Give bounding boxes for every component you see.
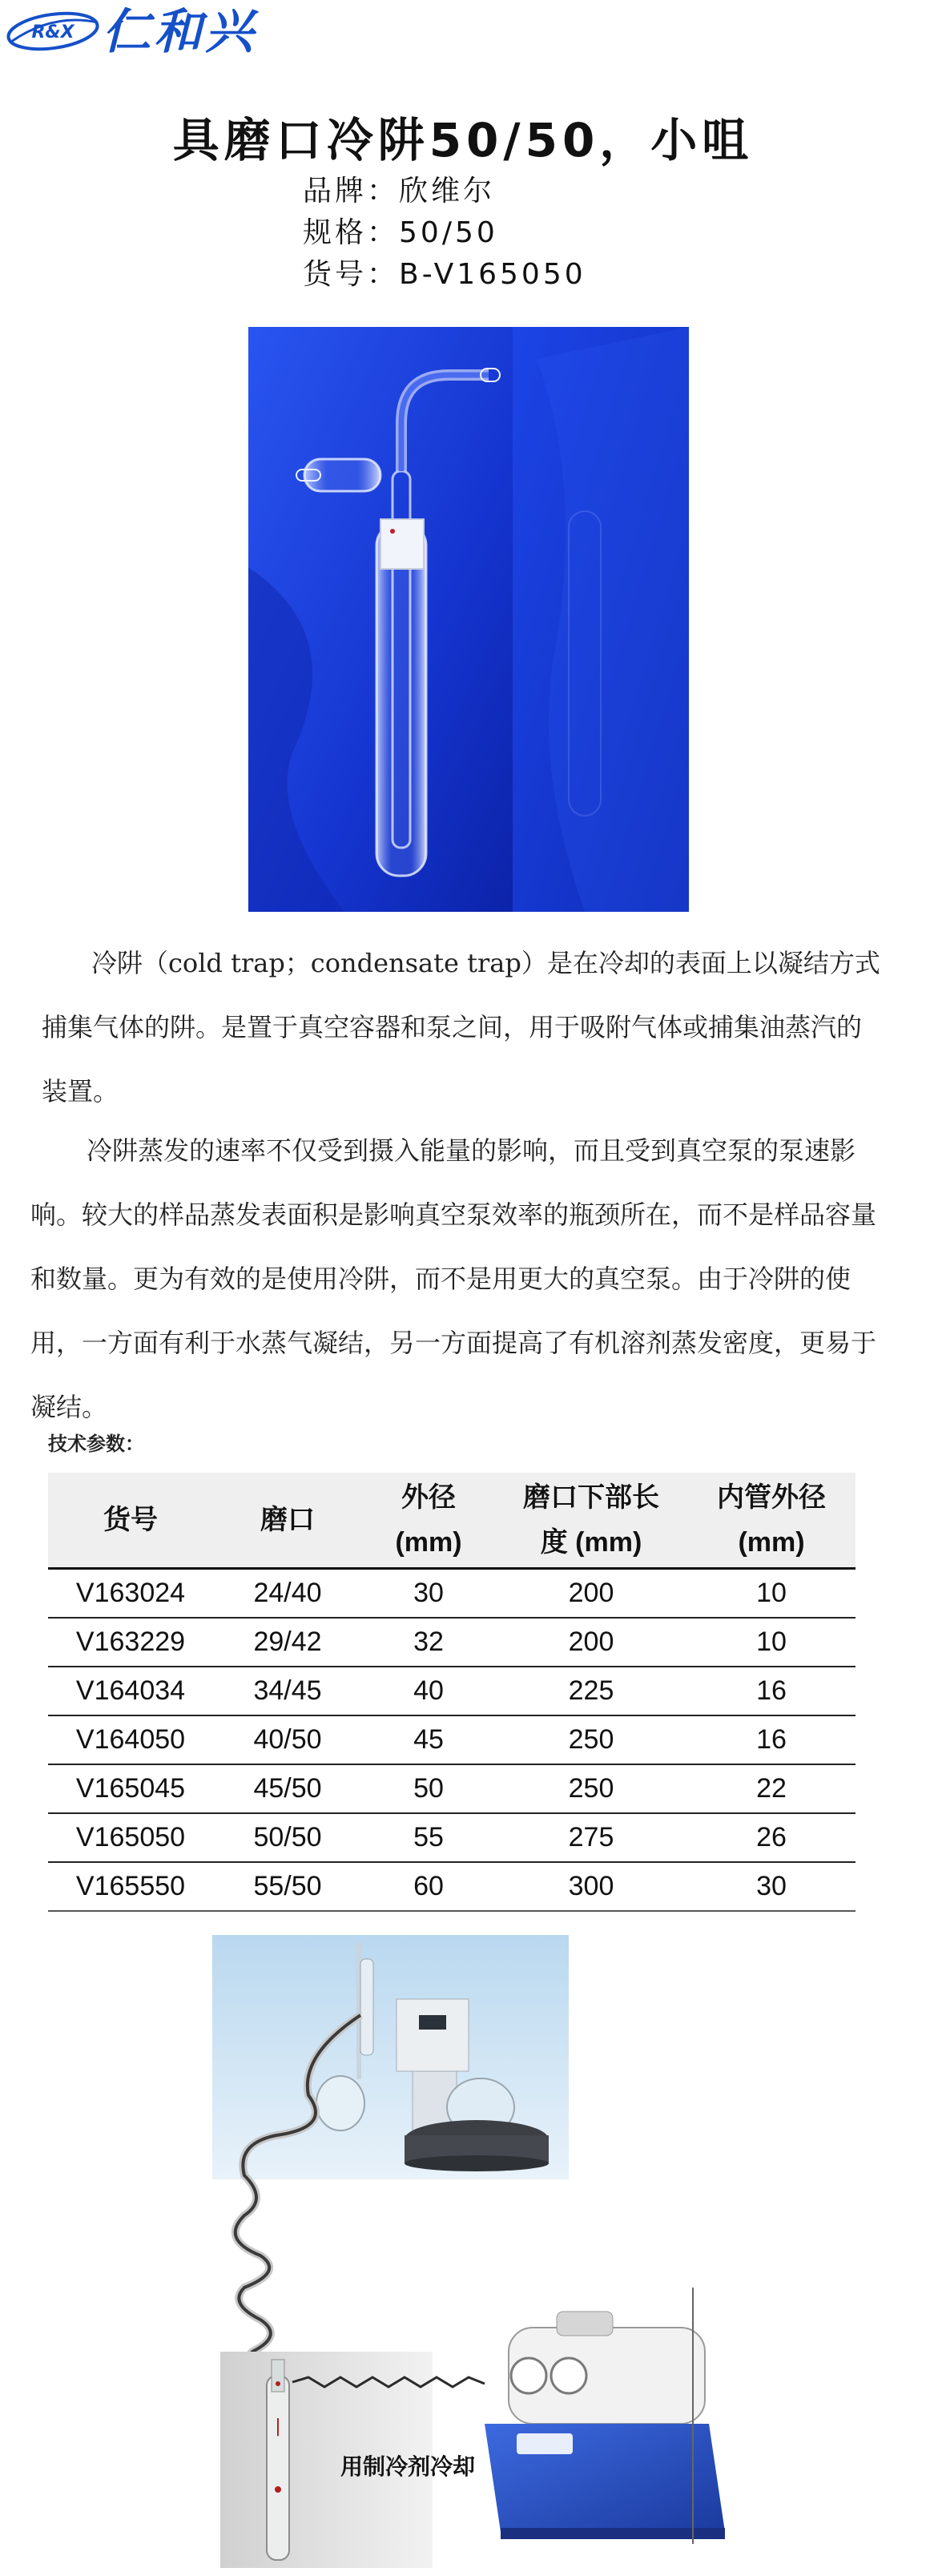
table-cell: 200: [495, 1618, 687, 1667]
table-cell: 45/50: [213, 1764, 362, 1813]
table-cell: 55: [362, 1813, 495, 1862]
table-cell: V165050: [48, 1813, 213, 1862]
table-cell: V165045: [48, 1764, 213, 1813]
table-cell: V164034: [48, 1667, 213, 1715]
table-row: [48, 1667, 856, 1715]
spec-line: [303, 210, 498, 251]
col-header-inner-diameter: 内管外径 (mm): [687, 1473, 856, 1569]
setup-illustration: [212, 1935, 751, 2568]
table-cell: 40/50: [213, 1715, 362, 1764]
product-title: 具磨口冷阱50/50，小咀: [172, 113, 754, 167]
setup-caption: 用制冷剂冷却: [340, 2453, 476, 2480]
table-cell: 22: [687, 1764, 856, 1813]
table-cell: 250: [495, 1764, 687, 1813]
table-cell: 275: [495, 1813, 687, 1862]
table-cell: 16: [687, 1667, 856, 1715]
spec-value: 50/50: [399, 216, 498, 249]
brand-label: 品牌：: [303, 175, 400, 208]
table-cell: 30: [687, 1862, 856, 1911]
table-row: [48, 1813, 856, 1862]
col-header-outer-diameter: 外径 (mm): [362, 1473, 495, 1569]
table-cell: 40: [362, 1667, 495, 1715]
col-header-sku: 货号: [48, 1473, 213, 1569]
table-cell: 250: [495, 1715, 687, 1764]
table-cell: 45: [362, 1715, 495, 1764]
spec-table: [48, 1473, 856, 1912]
table-cell: 29/42: [213, 1618, 362, 1667]
table-row: [48, 1618, 856, 1667]
description-paragraph-1: 冷阱（cold trap；condensate trap）是在冷却的表面上以凝结方式捕集气体的阱。是置于真空容器和泵之间，用于吸附气体或捕集油蒸汽的装置。: [42, 948, 880, 1107]
sku-value: B-V165050: [399, 258, 586, 291]
sku-label: 货号：: [303, 258, 400, 291]
table-cell: 24/40: [213, 1569, 362, 1619]
table-cell: 34/45: [213, 1667, 362, 1715]
table-row: [48, 1862, 856, 1911]
svg-text:R&X: R&X: [31, 22, 74, 42]
table-header-row: [48, 1473, 856, 1569]
table-cell: 16: [687, 1715, 856, 1764]
table-cell: 200: [495, 1569, 687, 1619]
table-cell: V163024: [48, 1569, 213, 1619]
table-cell: V164050: [48, 1715, 213, 1764]
spec-label: 规格：: [303, 216, 400, 249]
col-header-lower-length: 磨口下部长 度 (mm): [495, 1473, 687, 1569]
company-logo: [0, 0, 320, 64]
table-cell: 55/50: [213, 1862, 362, 1911]
table-cell: V165550: [48, 1862, 213, 1911]
table-cell: 60: [362, 1862, 495, 1911]
table-cell: 30: [362, 1569, 495, 1619]
table-cell: 10: [687, 1618, 856, 1667]
tech-params-label: 技术参数：: [48, 1433, 144, 1455]
brand-value: 欣维尔: [399, 175, 496, 208]
brand-line: [303, 168, 495, 209]
table-cell: 50: [362, 1764, 495, 1813]
table-cell: 300: [495, 1862, 687, 1911]
table-cell: 10: [687, 1569, 856, 1619]
svg-text:|: |: [275, 2417, 281, 2437]
table-row: [48, 1764, 856, 1813]
table-cell: 26: [687, 1813, 856, 1862]
table-cell: 225: [495, 1667, 687, 1715]
sku-line: [303, 252, 586, 292]
logo-badge-icon: [5, 11, 101, 51]
table-row: [48, 1715, 856, 1764]
product-photo: [248, 327, 689, 912]
description-paragraph-2: 冷阱蒸发的速率不仅受到摄入能量的影响，而且受到真空泵的泵速影响。较大的样品蒸发表面积是影响真空泵效率的瓶颈所在，而不是样品容量和数量。更为有效的是使用冷阱，而不是用更大的真空泵。由于冷阱的使用，一方面有利于水蒸气凝结，另一方面提高了有机溶剂蒸发密度，更易于凝结。: [30, 1135, 877, 1422]
logo-brand-text: 仁和兴: [103, 4, 256, 60]
table-row: [48, 1569, 856, 1619]
table-cell: 32: [362, 1618, 495, 1667]
col-header-joint: 磨口: [213, 1473, 362, 1569]
table-cell: V163229: [48, 1618, 213, 1667]
table-cell: 50/50: [213, 1813, 362, 1862]
